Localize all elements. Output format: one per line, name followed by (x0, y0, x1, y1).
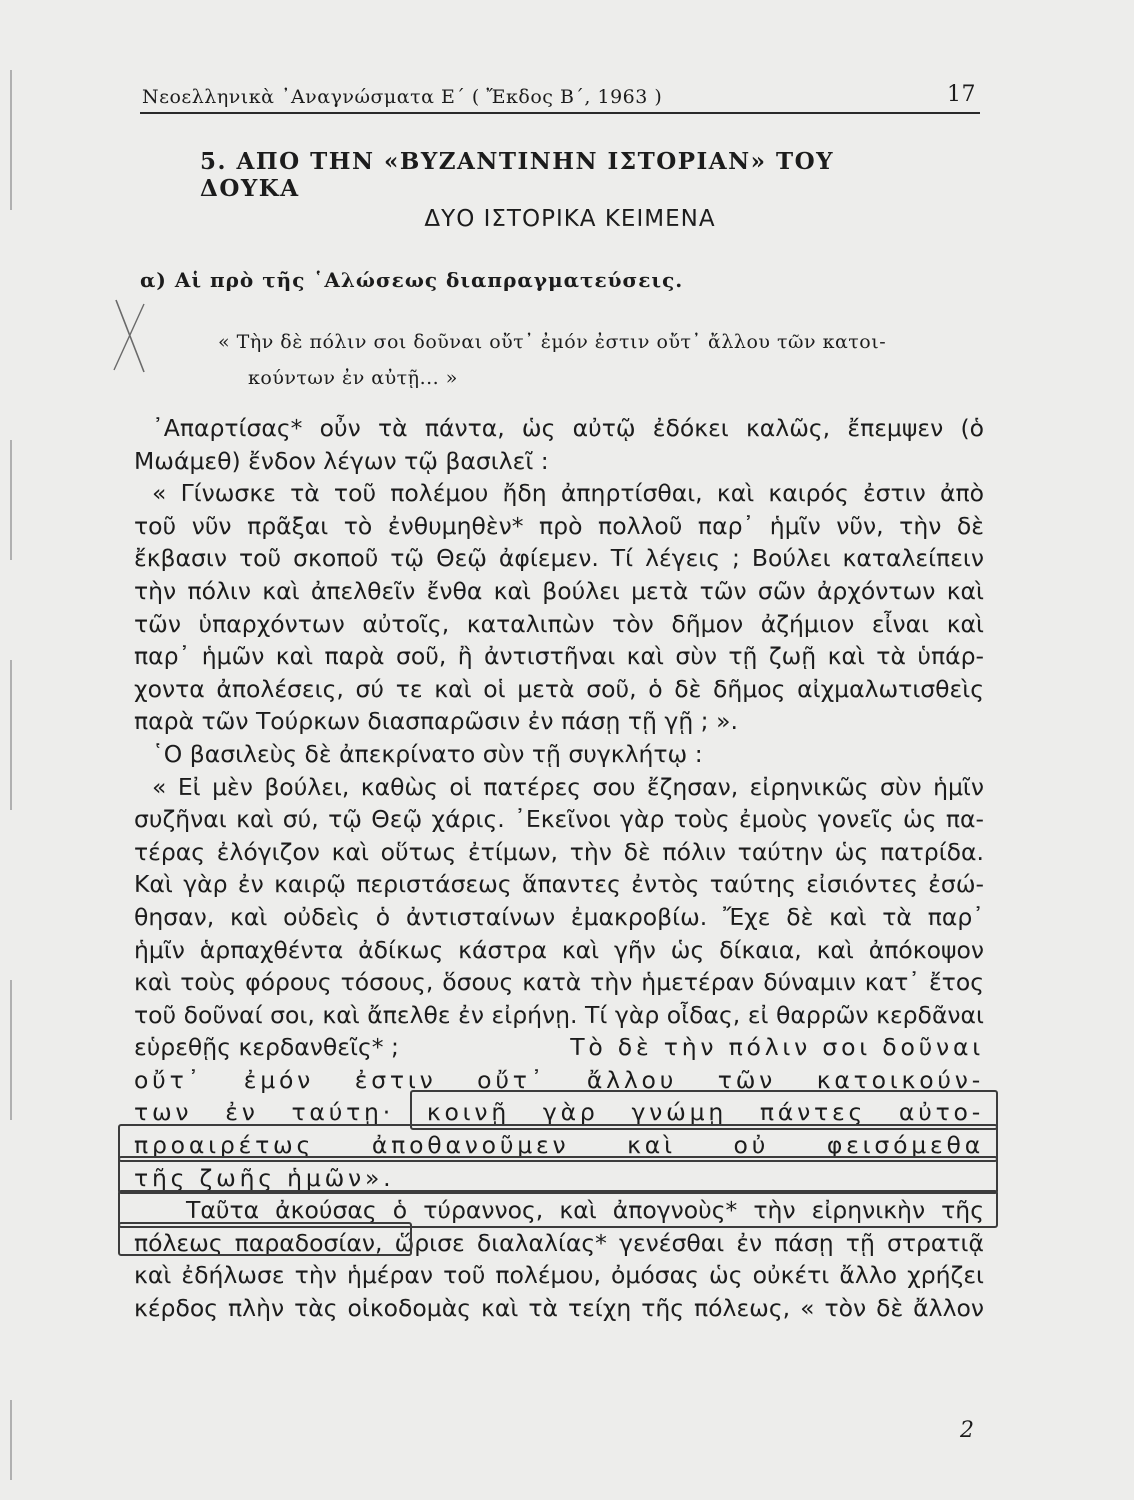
text-line: παρ᾿ ἡμῶν καὶ παρὰ σοῦ, ἢ ἀντιστῆναι καὶ σὺν τῇ ζωῇ καὶ τὰ ὑπάρ- (134, 642, 984, 671)
signature-number: 2 (960, 1418, 974, 1443)
epigraph-line: « Τὴν δὲ πόλιν σοι δοῦναι οὔτ᾿ ἐμόν ἐστιν οὔτ᾿ ἄλλου τῶν κατοι- (218, 331, 887, 353)
text-line: Καὶ γὰρ ἐν καιρῷ περιστάσεως ἅπαντες ἐντὸς ταύτης εἰσιόντες ἐσώ- (134, 870, 984, 899)
margin-mark (10, 440, 12, 560)
text-line: Ταῦτα ἀκούσας ὁ τύραννος, καὶ ἀπογνοὺς* τὴν εἰρηνικὴν τῆς (186, 1196, 984, 1225)
text-line: « Εἰ μὲν βούλει, καθὼς οἱ πατέρες σου ἔζησαν, εἰρηνικῶς σὺν ἡμῖν (152, 772, 984, 801)
text-line-boxed-start (134, 1031, 984, 1064)
page-number: 17 (947, 82, 976, 107)
text-line: τῶν ὑπαρχόντων αὐτοῖς, καταλιπὼν τὸν δῆμον ἀζήμιον εἶναι καὶ (134, 609, 984, 638)
margin-mark (10, 980, 12, 1120)
boxed-lead: εὑρεθῇς κερδανθεῖς* ; (134, 1033, 399, 1062)
spaced-text-line: τῆς ζωῆς ἡμῶν». (134, 1163, 395, 1192)
spaced-text-line: των ἐν ταύτῃ· κοινῇ γὰρ γνώμῃ πάντες αὐτο- (134, 1098, 984, 1127)
chapter-subtitle: ΔΥΟ ΙΣΤΟΡΙΚΑ ΚΕΙΜΕΝΑ (424, 206, 716, 232)
epigraph-line: κούντων ἐν αὐτῇ... » (248, 367, 458, 389)
text-line: χοντα ἀπολέσεις, σύ τε καὶ οἱ μετὰ σοῦ, ὁ δὲ δῆμος αἰχμαλωτισθεὶς (134, 674, 984, 703)
text-line: θησαν, καὶ οὐδεὶς ὁ ἀντισταίνων ἐμακροβίω. Ἔχε δὲ καὶ τὰ παρ᾿ (134, 902, 984, 931)
margin-mark (10, 1400, 12, 1480)
epigraph (218, 324, 978, 396)
text-line: ᾿Απαρτίσας* οὖν τὰ πάντα, ὡς αὐτῷ ἐδόκει καλῶς, ἔπεμψεν (ὁ (152, 414, 984, 442)
pencil-box (118, 1222, 412, 1256)
chapter-title: 5. ΑΠΟ ΤΗΝ «ΒΥΖΑΝΤΙΝΗΝ ΙΣΤΟΡΙΑΝ» ΤΟΥ ΔΟΥΚΑ (200, 148, 835, 202)
pencil-x-mark (110, 296, 150, 376)
text-line: ἔκβασιν τοῦ σκοποῦ τῷ Θεῷ ἀφίεμεν. Τί λέγεις ; Βούλει καταλείπειν (134, 544, 984, 573)
running-header (140, 82, 980, 114)
spaced-text-line: οὔτ᾿ ἐμόν ἐστιν οὔτ᾿ ἄλλου τῶν κατοικούν- (134, 1065, 984, 1094)
section-heading: α) Αἱ πρὸ τῆς ῾Αλώσεως διαπραγματεύσεις. (140, 268, 684, 292)
spaced-text: Τὸ δὲ τὴν πόλιν σοι δοῦναι (570, 1033, 984, 1062)
margin-mark (10, 70, 12, 210)
text-line: καὶ ἐδήλωσε τὴν ἡμέραν τοῦ πολέμου, ὀμόσας ὡς οὐκέτι ἄλλο χρήζει (134, 1261, 984, 1290)
text-line: ἡμῖν ἁρπαχθέντα ἀδίκως κάστρα καὶ γῆν ὡς δίκαια, καὶ ἀπόκοψον (134, 935, 984, 964)
text-line: τέρας ἐλόγιζον καὶ οὕτως ἐτίμων, τὴν δὲ πόλιν ταύτην ὡς πατρίδα. (134, 837, 984, 866)
text-line: κέρδος πλὴν τὰς οἰκοδομὰς καὶ τὰ τείχη τῆς πόλεως, « τὸν δὲ ἄλλον (134, 1294, 984, 1323)
text-line: πόλεως παραδοσίαν, ὥρισε διαλαλίας* γενέσθαι ἐν πάσῃ τῇ στρατιᾷ (134, 1228, 984, 1257)
text-line: τοῦ νῦν πρᾶξαι τὸ ἐνθυμηθὲν* πρὸ πολλοῦ παρ᾿ ἡμῖν νῦν, τὴν δὲ (134, 511, 984, 540)
text-line: καὶ τοὺς φόρους τόσους, ὅσους κατὰ τὴν ἡμετέραν δύναμιν κατ᾿ ἔτος (134, 968, 984, 997)
text-line: τὴν πόλιν καὶ ἀπελθεῖν ἔνθα καὶ βούλει μετὰ τῶν σῶν ἀρχόντων καὶ (134, 576, 984, 605)
running-title: Νεοελληνικὰ ᾿Αναγνώσματα Ε΄ ( Ἔκδος Β΄, 1963 ) (142, 86, 663, 108)
margin-mark (10, 660, 12, 810)
text-line: τοῦ δοῦναί σοι, καὶ ἄπελθε ἐν εἰρήνῃ. Τί γὰρ οἶδας, εἰ θαρρῶν κερδᾶναι (134, 1000, 984, 1029)
text-line: « Γίνωσκε τὰ τοῦ πολέμου ἤδη ἀπηρτίσθαι, καὶ καιρός ἐστιν ἀπὸ (152, 479, 984, 508)
pencil-box (118, 1156, 998, 1194)
text-line: παρὰ τῶν Τούρκων διασπαρῶσιν ἐν πάσῃ τῇ γῇ ; ». (134, 707, 738, 736)
text-line: Μωάμεθ) ἔνδον λέγων τῷ βασιλεῖ : (134, 446, 549, 475)
text-line: συζῆναι καὶ σύ, τῷ Θεῷ χάρις. ᾿Εκεῖνοι γὰρ τοὺς ἐμοὺς γονεῖς ὡς πα- (134, 805, 984, 834)
text-line: ῾Ο βασιλεὺς δὲ ἀπεκρίνατο σὺν τῇ συγκλήτῳ : (152, 739, 703, 768)
spaced-text-line: προαιρέτως ἀποθανοῦμεν καὶ οὐ φεισόμεθα (134, 1131, 984, 1160)
